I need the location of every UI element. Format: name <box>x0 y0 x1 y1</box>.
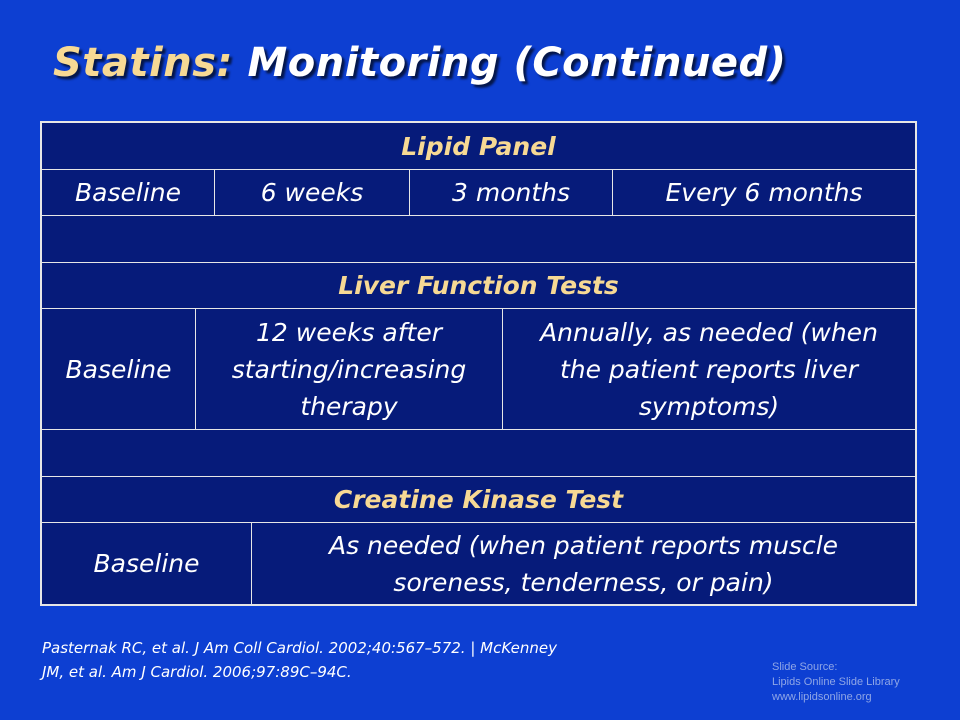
liver-function-header-row <box>42 263 915 309</box>
title-accent: Statins: <box>53 40 234 86</box>
liver-function-cell: 12 weeks after starting/increasing therapy <box>196 309 503 429</box>
creatine-kinase-row <box>42 523 915 604</box>
source-label: Slide Source: <box>772 661 838 673</box>
lipid-panel-cell: 3 months <box>410 170 613 215</box>
liver-function-cell: Baseline <box>42 309 196 429</box>
monitoring-table <box>40 121 917 606</box>
creatine-kinase-cell: Baseline <box>42 523 252 604</box>
citation: Pasternak RC, et al. J Am Coll Cardiol. 2002;40:567–572. | McKenney JM, et al. Am J Cardiol. 2006;97:89C–94C. <box>42 639 558 681</box>
lipid-panel-row <box>42 170 915 216</box>
lipid-panel-cell: Every 6 months <box>665 178 863 207</box>
source-library: Lipids Online Slide Library <box>772 676 900 688</box>
spacer-row <box>42 430 915 477</box>
liver-function-row <box>42 309 915 430</box>
lipid-panel-header: Lipid Panel <box>401 131 556 161</box>
slide-title <box>53 40 786 86</box>
creatine-kinase-header-row <box>42 477 915 523</box>
liver-function-cell: Annually, as needed (when the patient reports liver symptoms) <box>540 317 878 421</box>
lipid-panel-header-row <box>42 123 915 170</box>
title-rest: Monitoring (Continued) <box>247 40 787 86</box>
spacer-row <box>42 216 915 263</box>
source-url: www.lipidsonline.org <box>772 691 872 703</box>
creatine-kinase-cell: As needed (when patient reports muscle soreness, tenderness, or pain) <box>328 530 839 597</box>
creatine-kinase-header: Creatine Kinase Test <box>333 485 624 514</box>
lipid-panel-cell: Baseline <box>42 170 215 215</box>
slide-source <box>772 660 900 705</box>
liver-function-header: Liver Function Tests <box>338 271 619 300</box>
lipid-panel-cell: 6 weeks <box>215 170 410 215</box>
